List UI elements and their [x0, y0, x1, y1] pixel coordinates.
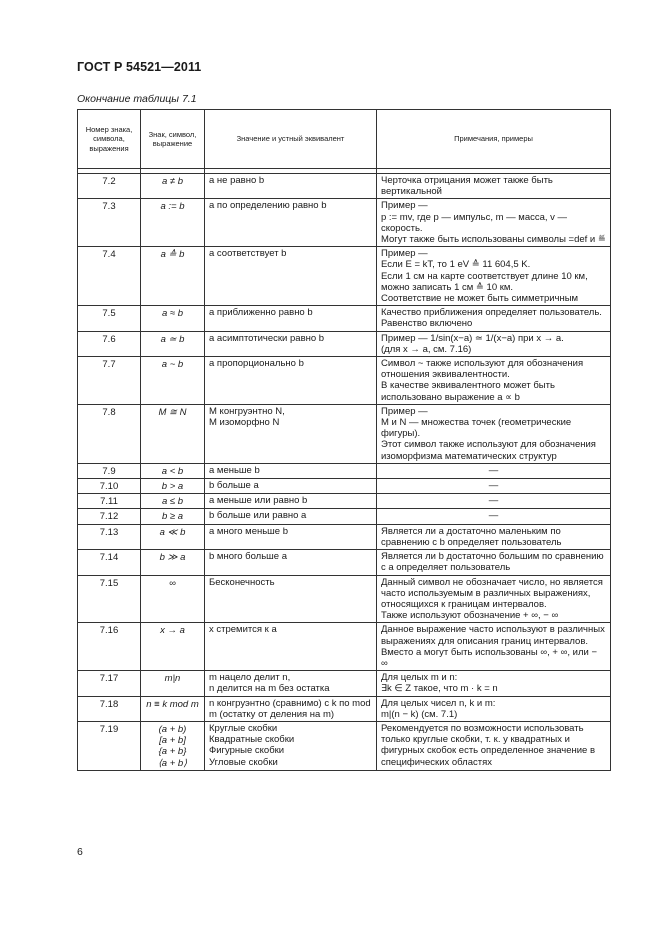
- row-symbol: a ~ b: [141, 357, 205, 405]
- row-symbol: ∞: [141, 575, 205, 623]
- row-meaning: b больше a: [205, 479, 377, 494]
- row-number: 7.7: [78, 357, 141, 405]
- row-meaning: x стремится к a: [205, 623, 377, 671]
- table-row: [78, 671, 611, 696]
- header-notes: Примечания, примеры: [377, 110, 611, 169]
- row-note: Пример — M и N — множества точек (геометрические фигуры). Этот символ также используют для обозначения изоморфизма математических структур: [377, 404, 611, 463]
- row-number: 7.19: [78, 721, 141, 770]
- table-row: [78, 357, 611, 405]
- table-row: [78, 463, 611, 478]
- row-meaning: b больше или равно a: [205, 509, 377, 524]
- row-symbol: a ≈ b: [141, 306, 205, 331]
- row-meaning: a пропорционально b: [205, 357, 377, 405]
- row-number: 7.11: [78, 494, 141, 509]
- row-meaning: a не равно b: [205, 174, 377, 199]
- row-symbol: a < b: [141, 463, 205, 478]
- table-row: [78, 247, 611, 306]
- row-number: 7.6: [78, 331, 141, 356]
- row-symbol: (a + b) [a + b] {a + b} ⟨a + b⟩: [141, 721, 205, 770]
- row-note: Качество приближения определяет пользователь. Равенство включено: [377, 306, 611, 331]
- table-row: [78, 696, 611, 721]
- row-number: 7.2: [78, 174, 141, 199]
- table-row: [78, 575, 611, 623]
- symbols-table: [77, 109, 611, 771]
- table-row: [78, 199, 611, 247]
- row-symbol: n ≡ k mod m: [141, 696, 205, 721]
- row-meaning: n конгруэнтно (сравнимо) с k по mod m (остатку от деления на m): [205, 696, 377, 721]
- table-row: [78, 509, 611, 524]
- row-meaning: a приближенно равно b: [205, 306, 377, 331]
- header-symbol: Знак, символ, выражение: [141, 110, 205, 169]
- row-symbol: a ≪ b: [141, 524, 205, 549]
- table-row: [78, 524, 611, 549]
- table-row: [78, 306, 611, 331]
- row-meaning: Бесконечность: [205, 575, 377, 623]
- row-note: —: [377, 463, 611, 478]
- row-note: Символ ~ также используют для обозначения отношения эквивалентности. В качестве эквивалентного может быть использовано выражение a ∝ b: [377, 357, 611, 405]
- row-symbol: b ≥ a: [141, 509, 205, 524]
- row-note: Для целых m и n: ∃k ∈ Z такое, что m · k = n: [377, 671, 611, 696]
- row-number: 7.4: [78, 247, 141, 306]
- row-number: 7.18: [78, 696, 141, 721]
- row-note: Является ли a достаточно маленьким по сравнению с b определяет пользователь: [377, 524, 611, 549]
- row-number: 7.9: [78, 463, 141, 478]
- row-symbol: a ≃ b: [141, 331, 205, 356]
- row-meaning: a меньше или равно b: [205, 494, 377, 509]
- page-number: 6: [77, 846, 83, 858]
- row-note: Пример — Если E = kT, то 1 eV ≙ 11 604,5 K. Если 1 см на карте соответствует длине 10 км, можно записать 1 см ≙ 10 км. Соответствие не может быть симметричным: [377, 247, 611, 306]
- row-symbol: a ≤ b: [141, 494, 205, 509]
- row-note: Рекомендуется по возможности использовать только круглые скобки, т. к. у квадратных и фигурных скобок есть определенное значение в специфических областях: [377, 721, 611, 770]
- row-note: Пример — p := mv, где p — импульс, m — масса, v — скорость. Могут также быть использованы символы =def и ≝: [377, 199, 611, 247]
- table-row: [78, 404, 611, 463]
- table-row: [78, 331, 611, 356]
- row-meaning: M конгруэнтно N, M изоморфно N: [205, 404, 377, 463]
- table-caption: Окончание таблицы 7.1: [77, 93, 197, 105]
- row-symbol: M ≅ N: [141, 404, 205, 463]
- row-meaning: a соответствует b: [205, 247, 377, 306]
- row-symbol: a ≠ b: [141, 174, 205, 199]
- row-meaning: a меньше b: [205, 463, 377, 478]
- table-row: [78, 494, 611, 509]
- row-number: 7.17: [78, 671, 141, 696]
- row-symbol: x → a: [141, 623, 205, 671]
- row-symbol: a ≙ b: [141, 247, 205, 306]
- row-note: Черточка отрицания может также быть вертикальной: [377, 174, 611, 199]
- row-symbol: a := b: [141, 199, 205, 247]
- row-symbol: b > a: [141, 479, 205, 494]
- row-note: Данное выражение часто используют в различных выражениях для описания границ интервалов. Вместо a могут быть использованы ∞, + ∞, или − ∞: [377, 623, 611, 671]
- row-meaning: a асимптотически равно b: [205, 331, 377, 356]
- header-meaning: Значение и устный эквивалент: [205, 110, 377, 169]
- table-row: [78, 623, 611, 671]
- row-meaning: a много меньше b: [205, 524, 377, 549]
- row-note: —: [377, 494, 611, 509]
- row-note: Пример — 1/sin(x−a) ≃ 1/(x−a) при x → a. (для x → a, см. 7.16): [377, 331, 611, 356]
- row-number: 7.15: [78, 575, 141, 623]
- row-note: —: [377, 509, 611, 524]
- header-number: Номер знака, символа, выражения: [78, 110, 141, 169]
- row-meaning: b много больше a: [205, 550, 377, 575]
- row-note: —: [377, 479, 611, 494]
- row-number: 7.5: [78, 306, 141, 331]
- document-title: ГОСТ Р 54521—2011: [77, 60, 202, 74]
- row-meaning: a по определению равно b: [205, 199, 377, 247]
- row-meaning: m нацело делит n, n делится на m без остатка: [205, 671, 377, 696]
- row-symbol: b ≫ a: [141, 550, 205, 575]
- row-number: 7.14: [78, 550, 141, 575]
- table-row: [78, 550, 611, 575]
- row-number: 7.10: [78, 479, 141, 494]
- table-row: [78, 174, 611, 199]
- table-header-row: [78, 110, 611, 169]
- table-row: [78, 479, 611, 494]
- row-number: 7.12: [78, 509, 141, 524]
- row-meaning: Круглые скобки Квадратные скобки Фигурные скобки Угловые скобки: [205, 721, 377, 770]
- row-symbol: m|n: [141, 671, 205, 696]
- row-number: 7.8: [78, 404, 141, 463]
- table-row: [78, 721, 611, 770]
- row-note: Для целых чисел n, k и m: m|(n − k) (см. 7.1): [377, 696, 611, 721]
- row-number: 7.16: [78, 623, 141, 671]
- row-number: 7.3: [78, 199, 141, 247]
- row-number: 7.13: [78, 524, 141, 549]
- row-note: Является ли b достаточно большим по сравнению с a определяет пользователь: [377, 550, 611, 575]
- row-note: Данный символ не обозначает число, но является часто используемым в различных выражениях, относящихся к границам интервалов. Также используют обозначение + ∞, − ∞: [377, 575, 611, 623]
